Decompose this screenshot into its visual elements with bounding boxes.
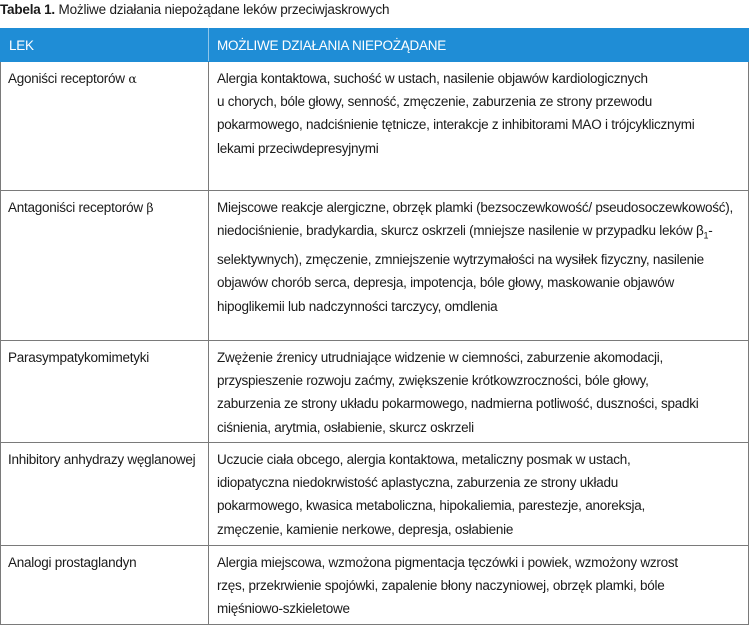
effects-subscript: 1: [703, 230, 709, 241]
drug-name: Agoniści receptorów: [8, 71, 125, 86]
effects-line: zmęczenie, kamienie nerkowe, depresja, osłabienie: [217, 521, 514, 537]
table-row: [1, 443, 749, 546]
effects-line: pokarmowego, kwasica metaboliczna, hipokaliemia, parestezje, anoreksja,: [217, 498, 645, 514]
effects-line: u chorych, bóle głowy, senność, zmęczenie, zaburzenia ze strony przewodu: [217, 94, 652, 110]
side-effects-table: [0, 28, 749, 625]
caption-label: Tabela 1.: [0, 2, 55, 17]
drug-name: Antagoniści receptorów: [8, 200, 143, 215]
header-side-effects: MOŻLIWE DZIAŁANIA NIEPOŻĄDANE: [209, 29, 749, 62]
table-row: [1, 546, 749, 625]
effects-line: Alergia kontaktowa, suchość w ustach, nasilenie objawów kardiologicznych: [217, 71, 648, 86]
drug-symbol: β: [146, 200, 154, 215]
effects-cell: [209, 443, 749, 546]
effects-line: rzęs, przekrwienie spojówki, zapalenie błony naczyniowej, obrzęk plamki, bóle: [217, 578, 665, 594]
table-row: [1, 62, 749, 191]
drug-name: Analogi prostaglandyn: [8, 555, 137, 570]
effects-line: idiopatyczna niedokrwistość aplastyczna, zaburzenia ze strony układu: [217, 475, 618, 491]
effects-cell: [209, 62, 749, 191]
effects-cell: [209, 546, 749, 625]
effects-cell: [209, 191, 749, 341]
table-row: [1, 191, 749, 341]
table-header-row: [1, 29, 749, 62]
header-drug: LEK: [1, 29, 209, 62]
drug-name: Inhibitory anhydrazy węglanowej: [8, 452, 196, 467]
effects-line: Alergia miejscowa, wzmożona pigmentacja tęczówki i powiek, wzmożony wzrost: [217, 555, 678, 570]
effects-cell: [209, 341, 749, 443]
drug-cell: [1, 191, 209, 341]
effects-text: -selektywnych), zmęczenie, zmniejszenie wytrzymałości na wysiłek fizyczny, nasilenie objawów chorób serca, depresja, impotencja, bóle głowy, maskowanie objawów hipoglikemii lub nadczynności tarczycy, omdlenia: [217, 223, 713, 314]
drug-cell: [1, 341, 209, 443]
effects-line: Zwężenie źrenicy utrudniające widzenie w ciemności, zaburzenie akomodacji,: [217, 350, 663, 365]
effects-line: Uczucie ciała obcego, alergia kontaktowa, metaliczny posmak w ustach,: [217, 452, 631, 467]
effects-line: ciśnienia, arytmia, osłabienie, skurcz oskrzeli: [217, 419, 474, 435]
drug-name: Parasympatykomimetyki: [8, 350, 150, 365]
effects-line: przyspieszenie rozwoju zaćmy, zwiększenie krótkowzroczności, bóle głowy,: [217, 373, 649, 389]
effects-text: Miejscowe reakcje alergiczne, obrzęk plamki (bezsoczewkowość/ pseudosoczewkowość), niedociśnienie, bradykardia, skurcz oskrzeli (mniejsze nasilenie w przypadku leków β: [217, 200, 733, 239]
effects-line: pokarmowego, nadciśnienie tętnicze, interakcje z inhibitorami MAO i trójcyklicznymi: [217, 117, 695, 133]
effects-line: mięśniowo-szkieletowe: [217, 601, 350, 617]
effects-line: lekami przeciwdepresyjnymi: [217, 140, 379, 156]
caption-text: Możliwe działania niepożądane leków przeciwjaskrowych: [54, 2, 390, 17]
effects-line: zaburzenia ze strony układu pokarmowego, nadmierna potliwość, duszności, spadki: [217, 396, 699, 412]
drug-symbol: α: [128, 71, 137, 86]
drug-cell: [1, 546, 209, 625]
table-caption: [0, 2, 389, 17]
drug-cell: [1, 443, 209, 546]
table-row: [1, 341, 749, 443]
drug-cell: [1, 62, 209, 191]
